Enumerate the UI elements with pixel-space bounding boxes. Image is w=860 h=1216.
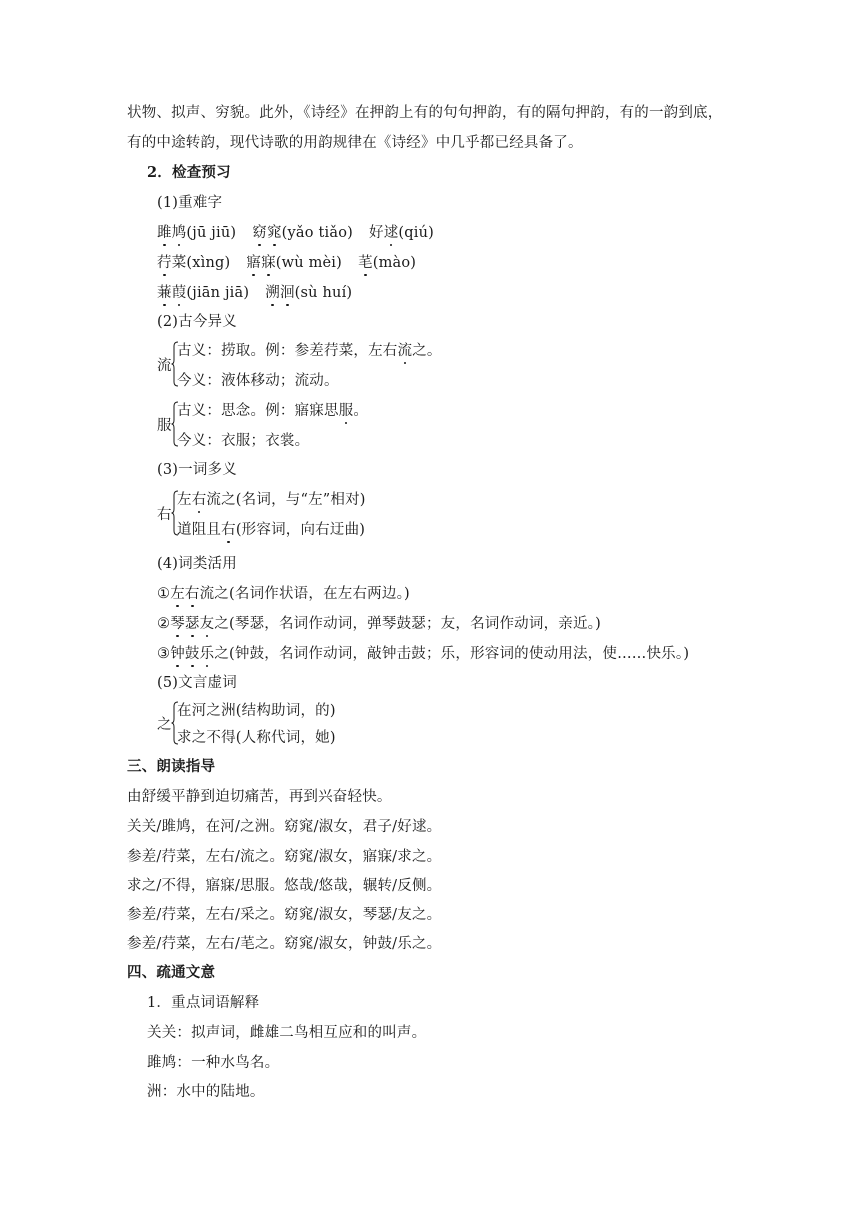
vocab-pinyin: (wù mèi) <box>275 255 343 271</box>
meaning-subheading: 1．重点词语解释 <box>147 995 260 1011</box>
gujin-text: 古义：思念。例：寤寐思 <box>177 403 339 419</box>
intro-line-1: 状物、拟声、穷貌。此外，《诗经》在押韵上有的句句押韵，有的隔句押韵，有的一韵到底， <box>127 105 723 121</box>
gujin-char-fu: 服 <box>157 418 172 434</box>
cilei-num: ② <box>157 616 171 632</box>
gujin-liu-ancient <box>177 342 442 360</box>
gujin-dotted-char: 服 <box>338 403 354 419</box>
vocab-char: 雎 <box>157 225 172 241</box>
vocab-char: 蒹 <box>157 285 172 301</box>
vocab-char: 鸠 <box>171 225 187 241</box>
cilei-item-3 <box>157 645 689 663</box>
xuci-heading: (5)文言虚词 <box>157 675 237 691</box>
vocab-pinyin: (xìng) <box>186 255 231 271</box>
cilei-dotted-char: 瑟 <box>184 616 200 632</box>
vocab-char: 荇 <box>157 255 172 271</box>
gujin-dotted-char: 流 <box>397 343 413 359</box>
cilei-text: 流之(名词作状语，在左右两边。) <box>199 586 410 602</box>
gujin-heading: (2)古今异义 <box>157 314 237 330</box>
zhongnanzi-heading: (1)重难字 <box>157 195 223 211</box>
gujin-fu-ancient <box>177 402 368 420</box>
reading-line: 参差/荇菜，左右/采之。窈窕/淑女，琴瑟/友之。 <box>127 907 442 923</box>
reading-heading: 三、朗读指导 <box>127 758 216 775</box>
meaning-line: 雎鸠：一种水鸟名。 <box>147 1055 280 1071</box>
gujin-fu-modern: 今义：衣服；衣裳。 <box>177 433 310 449</box>
reading-line: 求之/不得，寤寐/思服。悠哉/悠哉，辗转/反侧。 <box>127 878 442 894</box>
intro-line-2: 有的中途转韵，现代诗歌的用韵规律在《诗经》中几乎都已经具备了。 <box>127 135 583 151</box>
vocab-char: 逑 <box>383 225 399 241</box>
gujin-text: 之。 <box>412 343 442 359</box>
yiciduoyi-text: 左 <box>177 492 192 508</box>
vocab-pinyin: (jiān jiā) <box>186 285 250 301</box>
vocab-row-3 <box>157 284 352 302</box>
gujin-liu-modern: 今义：液体移动；流动。 <box>177 373 339 389</box>
reading-line: 参差/荇菜，左右/流之。窈窕/淑女，寤寐/求之。 <box>127 849 442 865</box>
xuci-char: 之 <box>157 717 172 733</box>
xuci-line-2: 求之不得(人称代词，她) <box>177 730 336 746</box>
gujin-text: 。 <box>353 403 369 419</box>
yiciduoyi-text: 道阻且 <box>177 522 222 538</box>
cilei-dotted-char: 友 <box>199 616 215 632</box>
cilei-num: ③ <box>157 646 171 662</box>
yiciduoyi-dotted-char: 右 <box>221 522 236 538</box>
cilei-dotted-char: 鼓 <box>184 646 200 662</box>
vocab-pinyin: (jū jiū) <box>186 225 237 241</box>
cilei-heading: (4)词类活用 <box>157 556 237 572</box>
vocab-char: 窈 <box>252 225 267 241</box>
vocab-char-plain: 好 <box>368 225 384 241</box>
meaning-line: 关关：拟声词，雌雄二鸟相互应和的叫声。 <box>147 1025 427 1041</box>
vocab-char: 寤 <box>246 255 262 271</box>
cilei-dotted-char: 右 <box>184 586 200 602</box>
cilei-text: 之(钟鼓，名词作动词，敲钟击鼓；乐，形容词的使动用法，使……快乐。) <box>214 646 690 662</box>
cilei-dotted-char: 琴 <box>170 616 185 632</box>
vocab-pinyin: (mào) <box>372 255 417 271</box>
vocab-char: 窕 <box>266 225 282 241</box>
vocab-char: 葭 <box>171 285 187 301</box>
gujin-text: 古义：捞取。例：参差荇菜，左右 <box>177 343 398 359</box>
yiciduoyi-heading: (3)一词多义 <box>157 462 237 478</box>
yiciduoyi-char: 右 <box>157 507 172 523</box>
vocab-char: 寐 <box>261 255 276 271</box>
meaning-line: 洲：水中的陆地。 <box>147 1084 265 1100</box>
cilei-dotted-char: 乐 <box>199 646 215 662</box>
cilei-dotted-char: 左 <box>170 586 185 602</box>
vocab-char: 洄 <box>279 285 295 301</box>
vocab-row-2 <box>157 254 416 272</box>
preview-heading: 2．检查预习 <box>147 164 231 181</box>
vocab-char-plain: 菜 <box>171 255 187 271</box>
cilei-item-1 <box>157 585 410 603</box>
reading-line: 参差/荇菜，左右/芼之。窈窕/淑女，钟鼓/乐之。 <box>127 936 442 952</box>
yiciduoyi-line-1 <box>177 491 366 509</box>
yiciduoyi-text: (形容词，向右迂曲) <box>235 522 366 538</box>
vocab-pinyin: (qiú) <box>398 225 434 241</box>
cilei-dotted-char: 钟 <box>170 646 185 662</box>
vocab-pinyin: (sù huí) <box>294 285 353 301</box>
yiciduoyi-dotted-char: 右 <box>191 492 207 508</box>
vocab-char: 溯 <box>265 285 280 301</box>
reading-line: 由舒缓平静到迫切痛苦，再到兴奋轻快。 <box>127 789 392 805</box>
cilei-text: 之(琴瑟，名词作动词，弹琴鼓瑟；友，名词作动词，亲近。) <box>214 616 601 632</box>
vocab-char: 芼 <box>358 255 373 271</box>
xuci-line-1: 在河之洲(结构助词，的) <box>177 703 336 719</box>
meaning-heading: 四、疏通文意 <box>127 964 216 981</box>
gujin-char-liu: 流 <box>157 358 172 374</box>
vocab-pinyin: (yǎo tiǎo) <box>281 225 353 241</box>
cilei-item-2 <box>157 615 601 633</box>
yiciduoyi-line-2 <box>177 521 365 539</box>
cilei-num: ① <box>157 586 171 602</box>
yiciduoyi-text: 流之(名词，与“左”相对) <box>206 492 366 508</box>
reading-line: 关关/雎鸠，在河/之洲。窈窕/淑女，君子/好逑。 <box>127 819 442 835</box>
vocab-row-1 <box>157 224 434 242</box>
